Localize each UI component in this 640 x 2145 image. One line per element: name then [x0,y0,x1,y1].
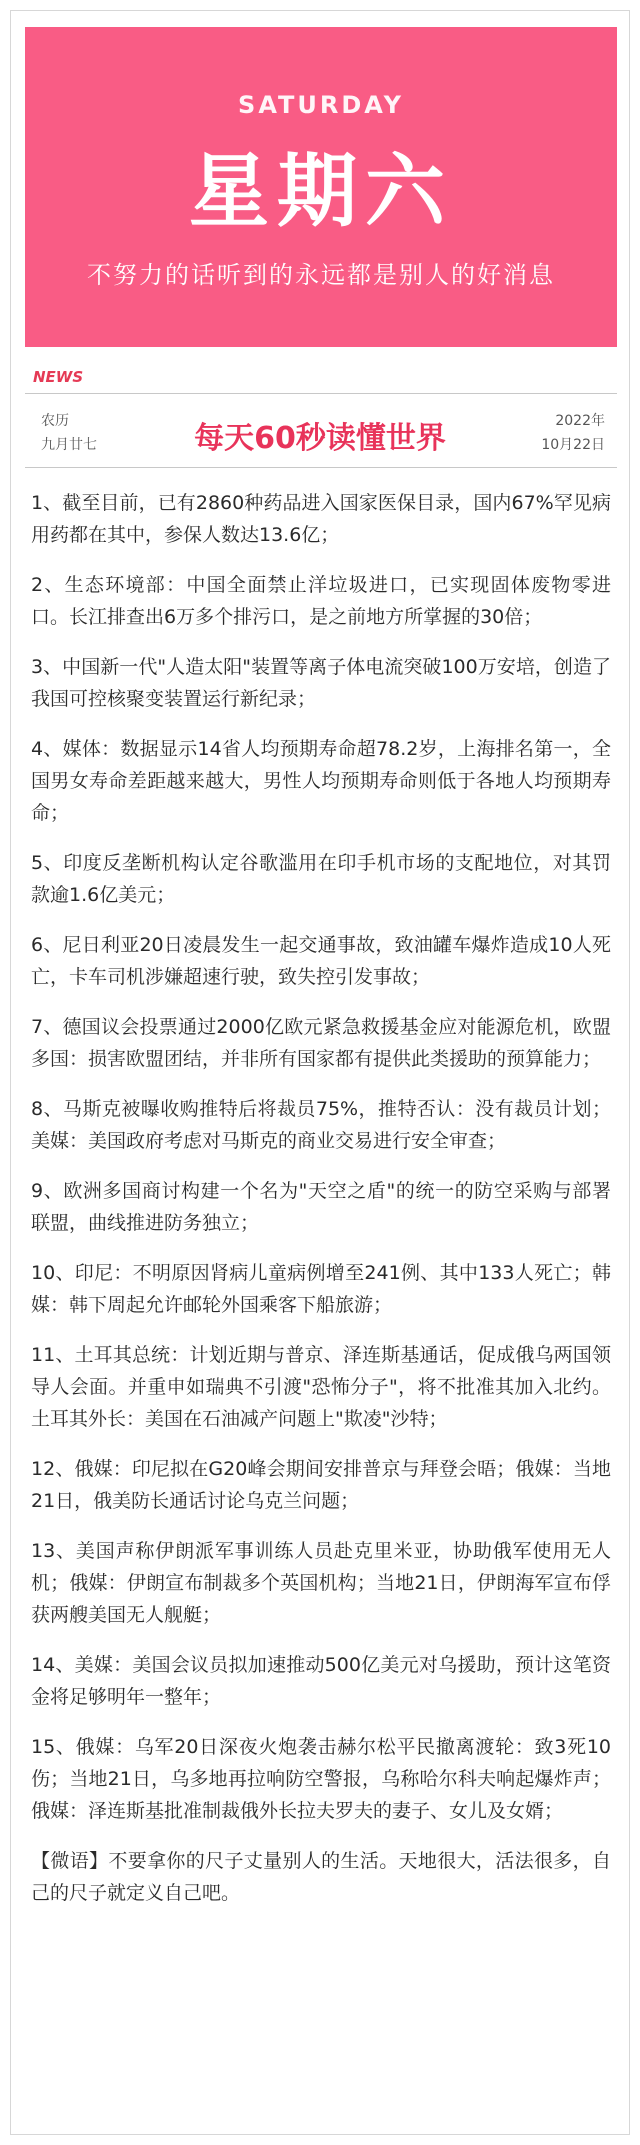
news-item: 5、印度反垄断机构认定谷歌滥用在印手机市场的支配地位，对其罚款逾1.6亿美元； [31,852,611,906]
news-item: 4、媒体：数据显示14省人均预期寿命超78.2岁，上海排名第一，全国男女寿命差距越来越大，男性人均预期寿命则低于各地人均预期寿命； [31,738,611,824]
header-divider-bottom [25,467,617,468]
header-divider-top [25,393,617,394]
banner-slogan: 不努力的话听到的永远都是别人的好消息 [87,261,555,289]
news-item: 12、俄媒：印尼拟在G20峰会期间安排普京与拜登会晤；俄媒：当地21日，俄美防长通话讨论乌克兰问题； [31,1458,611,1512]
news-item: 11、土耳其总统：计划近期与普京、泽连斯基通话，促成俄乌两国领导人会面。并重申如瑞典不引渡"恐怖分子"，将不批准其加入北约。土耳其外长：美国在石油减产问题上"欺凌"沙特； [31,1344,611,1430]
daily-quote: 【微语】不要拿你的尺子丈量别人的生活。天地很大，活法很多，自己的尺子就定义自己吧。 [31,1850,611,1904]
lunar-label: 农历 [41,413,69,429]
news-item: 2、生态环境部：中国全面禁止洋垃圾进口，已实现固体废物零进口。长江排查出6万多个排污口，是之前地方所掌握的30倍； [31,574,611,628]
news-item: 13、美国声称伊朗派军事训练人员赴克里米亚，协助俄军使用无人机；俄媒：伊朗宣布制裁多个英国机构；当地21日，伊朗海军宣布俘获两艘美国无人舰艇； [31,1540,611,1626]
news-item: 9、欧洲多国商讨构建一个名为"天空之盾"的统一的防空采购与部署联盟，曲线推进防务独立； [31,1180,611,1234]
news-item: 10、印尼：不明原因肾病儿童病例增至241例、其中133人死亡；韩媒：韩下周起允许邮轮外国乘客下船旅游； [31,1262,611,1316]
date-month-day: 10月22日 [541,437,605,453]
page-frame [10,10,630,2135]
lunar-date: 九月廿七 [41,437,97,453]
date-year: 2022年 [555,413,605,429]
news-item: 15、俄媒：乌军20日深夜火炮袭击赫尔松平民撤离渡轮：致3死10伤；当地21日，乌多地再拉响防空警报，乌称哈尔科夫响起爆炸声；俄媒：泽连斯基批准制裁俄外长拉夫罗夫的妻子、女儿及女婿； [31,1736,611,1822]
news-item: 14、美媒：美国会议员拟加速推动500亿美元对乌援助，预计这笔资金将足够明年一整年； [31,1654,611,1708]
news-item: 1、截至目前，已有2860种药品进入国家医保目录，国内67%罕见病用药都在其中，参保人数达13.6亿； [31,492,611,546]
gregorian-date [541,409,605,457]
page-title: 每天60秒读懂世界 [194,421,446,456]
news-item: 6、尼日利亚20日凌晨发生一起交通事故，致油罐车爆炸造成10人死亡，卡车司机涉嫌超速行驶，致失控引发事故； [31,934,611,988]
weekday-chinese: 星期六 [189,144,453,238]
news-item: 8、马斯克被曝收购推特后将裁员75%，推特否认：没有裁员计划；美媒：美国政府考虑对马斯克的商业交易进行安全审查； [31,1098,611,1152]
news-item: 3、中国新一代"人造太阳"装置等离子体电流突破100万安培，创造了我国可控核聚变装置运行新纪录； [31,656,611,710]
weekday-english: SATURDAY [238,91,404,119]
news-tag: NEWS [33,368,84,386]
weekday-banner [25,27,617,347]
news-item: 7、德国议会投票通过2000亿欧元紧急救援基金应对能源危机，欧盟多国：损害欧盟团结，并非所有国家都有提供此类援助的预算能力； [31,1016,611,1070]
news-list [31,487,611,1909]
